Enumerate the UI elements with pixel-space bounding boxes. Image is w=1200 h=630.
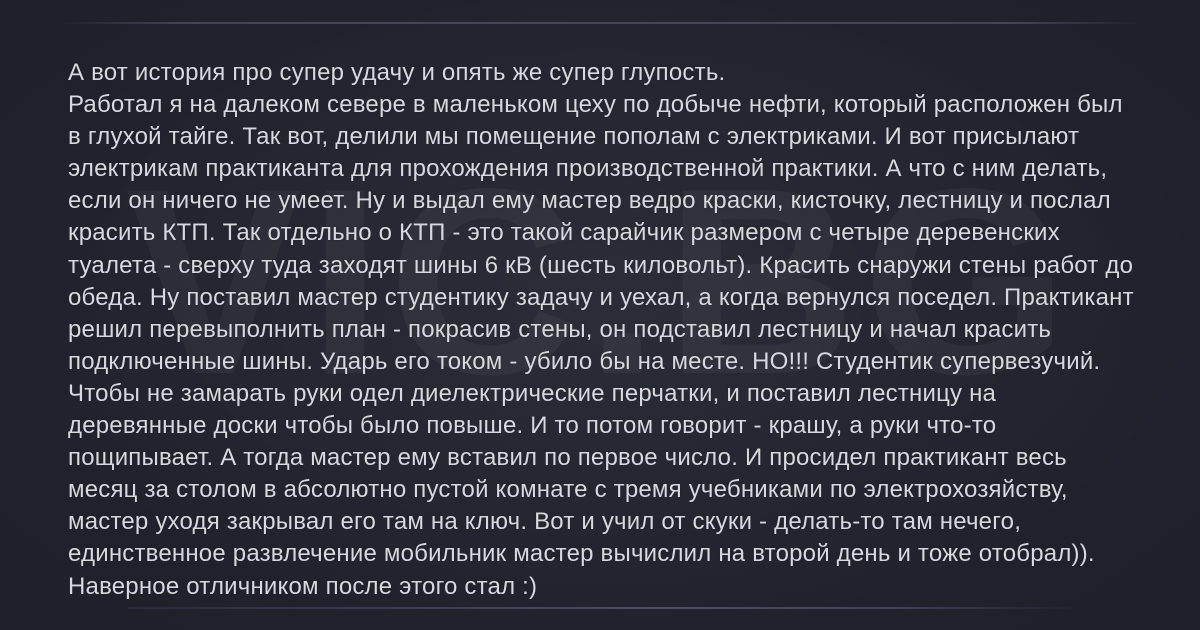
top-divider (56, 22, 1146, 24)
story-text (68, 57, 1134, 603)
bottom-divider (128, 607, 1080, 609)
story-intro: А вот история про супер удачу и опять же супер глупость. (68, 59, 726, 86)
story-body: Работал я на далеком севере в маленьком цеху по добыче нефти, который расположен был в глухой тайге. Так вот, делили мы помещение пополам с электриками. И вот присылают электрикам практиканта для прохождения производственной практики. А что с ним делать, если он ничего не умеет. Ну и выдал ему мастер ведро краски, кисточку, лестницу и послал красить КТП. Так отдельно о КТП - это такой сарайчик размером с четыре деревенских туалета - сверху туда заходят шины 6 кВ (шесть киловольт). Красить снаружи стены работ до обеда. Ну поставил мастер студентику задачу и уехал, а когда вернулся поседел. Практикант решил перевыполнить план - покрасив стены, он подставил лестницу и начал красить подключенные шины. Ударь его током - убило бы на месте. НО!!! Студентик супервезучий. Чтобы не замарать руки одел диелектрические перчатки, и поставил лестницу на деревянные доски чтобы было повыше. И то потом говорит - крашу, а руки что-то пощипывает. А тогда мастер ему вставил по первое число. И просидел практикант весь месяц за столом в абсолютно пустой комнате с тремя учебниками по электрохозяйству, мастер уходя закрывал его там на ключ. Вот и учил от скуки - делать-то там нечего, единственное развлечение мобильник мастер вычислил на второй день и тоже отобрал)). Наверное отличником после этого стал :) (68, 91, 1134, 600)
